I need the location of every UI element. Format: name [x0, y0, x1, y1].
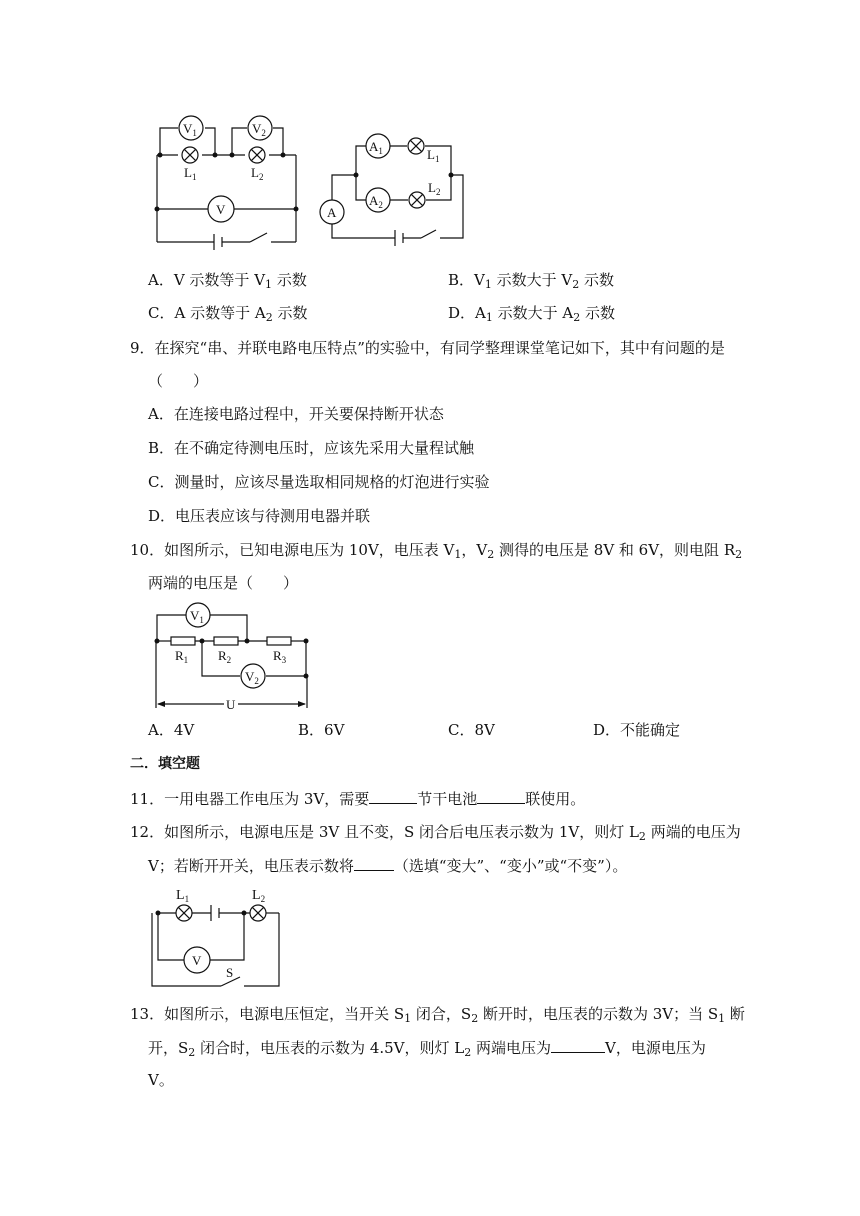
label-v: V	[192, 953, 202, 968]
label-l1: $L_1$	[176, 888, 190, 904]
q9-option-a: A．在连接电路过程中，开关要保持断开状态	[148, 405, 444, 423]
q10-option-d: D．不能确定	[593, 721, 681, 739]
label-l2: $L_2$	[252, 888, 266, 904]
label-l2: $L_2$	[428, 180, 441, 197]
q9-option-c: C．测量时，应该尽量选取相同规格的灯泡进行实验	[148, 473, 490, 491]
label-v2: $V_2$	[252, 121, 266, 138]
q8-option-c: C．A 示数等于 $A_2$ 示数	[148, 304, 308, 324]
q12-stem-line2: V；若断开开关，电压表示数将 （选填“变大”、“变小”或“不变”）。	[148, 857, 628, 875]
label-r3: $R_3$	[273, 648, 287, 665]
q10-circuit-diagram	[148, 600, 318, 715]
label-v1: $V_1$	[190, 608, 204, 625]
label-a: A	[327, 205, 337, 220]
section-title-fill-in: 二．填空题	[130, 756, 200, 772]
q8-option-b: B．$V_1$ 示数大于 $V_2$ 示数	[448, 271, 615, 291]
label-l1: $L_1$	[427, 147, 440, 164]
q10-option-a: A．4V	[148, 721, 195, 739]
label-r1: $R_1$	[175, 648, 189, 665]
q9-stem: 9．在探究“串、并联电路电压特点”的实验中，有同学整理课堂笔记如下，其中有问题的是	[130, 339, 725, 357]
q9-option-b: B．在不确定待测电压时，应该先采用大量程试触	[148, 439, 475, 457]
q8-option-a: A．V 示数等于 $V_1$ 示数	[148, 271, 307, 291]
q13-blank-1[interactable]	[551, 1037, 605, 1053]
label-u: U	[226, 697, 236, 712]
q8-circuit-diagram-1	[150, 115, 310, 250]
q10-option-c: C．8V	[448, 721, 495, 739]
q8-circuit-diagram-2	[318, 130, 473, 245]
label-v: V	[216, 202, 226, 217]
label-s: S	[226, 965, 234, 980]
q12-circuit-diagram	[148, 880, 288, 990]
label-r2: $R_2$	[218, 648, 232, 665]
label-a2: $A_2$	[369, 193, 383, 210]
q13-stem-line2: 开，$S_2$ 闭合时，电压表的示数为 4.5V，则灯 $L_2$ 两端电压为 V，电源电压为	[148, 1039, 706, 1059]
q8-option-d: D．$A_1$ 示数大于 $A_2$ 示数	[448, 304, 616, 324]
q12-stem-line1: 12．如图所示，电源电压是 3V 且不变，S 闭合后电压表示数为 1V，则灯 $L_2$ 两端的电压为	[130, 823, 741, 843]
q13-stem-line1: 13．如图所示，电源电压恒定，当开关 $S_1$ 闭合，$S_2$ 断开时，电压表的示数为 3V；当 $S_1$ 断	[130, 1005, 745, 1025]
q13-stem-line3: V。	[148, 1071, 174, 1089]
q11-blank-2[interactable]	[477, 788, 525, 804]
q10-stem-line2: 两端的电压是（ ）	[148, 574, 299, 592]
resistor-r3-icon	[267, 637, 291, 645]
q11-stem: 11．一用电器工作电压为 3V，需要 节干电池 联使用。	[130, 790, 586, 808]
resistor-r1-icon	[171, 637, 195, 645]
q10-option-b: B．6V	[298, 721, 345, 739]
label-l2: $L_2$	[251, 165, 264, 182]
label-a1: $A_1$	[369, 139, 383, 156]
label-v2: $V_2$	[245, 669, 259, 686]
label-l1: $L_1$	[184, 165, 197, 182]
label-v1: $V_1$	[183, 121, 197, 138]
q11-blank-1[interactable]	[369, 788, 417, 804]
q10-stem-line1: 10．如图所示，已知电源电压为 10V，电压表 $V_1$，$V_2$ 测得的电压是 8V 和 6V，则电阻 $R_2$	[130, 541, 743, 561]
q9-option-d: D．电压表应该与待测用电器并联	[148, 507, 371, 525]
q9-paren: （ ）	[148, 372, 209, 390]
resistor-r2-icon	[214, 637, 238, 645]
q12-blank-2[interactable]	[354, 855, 394, 871]
